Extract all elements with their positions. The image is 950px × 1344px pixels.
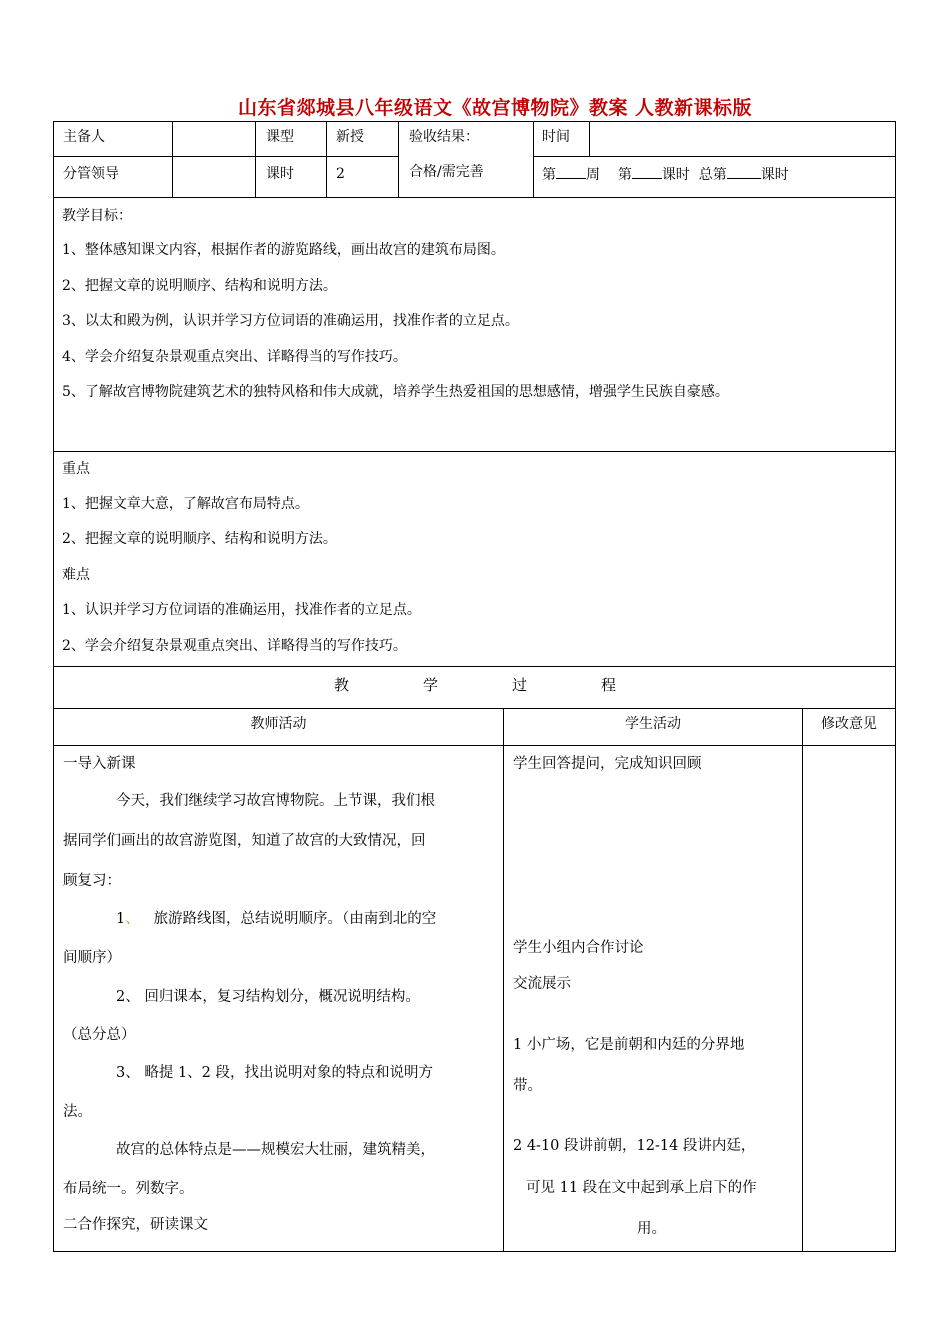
objective-item: 4、学会介绍复杂景观重点突出、详略得当的写作技巧。 bbox=[62, 349, 407, 365]
objective-item: 3、以太和殿为例，认识并学习方位词语的准确运用，找准作者的立足点。 bbox=[62, 313, 519, 329]
process-char: 程 bbox=[601, 676, 617, 694]
lesson-prefix: 第 bbox=[617, 167, 632, 183]
acceptance-value: 合格/需完善 bbox=[409, 164, 484, 180]
periods-value: 2 bbox=[336, 166, 345, 182]
difficult-points-heading: 难点 bbox=[62, 567, 90, 583]
student-line: 用。 bbox=[637, 1221, 666, 1237]
teacher-activity-header: 教师活动 bbox=[250, 716, 307, 732]
student-line: 带。 bbox=[513, 1078, 542, 1094]
process-heading bbox=[54, 674, 896, 695]
student-line: 2 4-10 段讲前朝，12-14 段讲内廷， bbox=[513, 1138, 756, 1154]
item-text: 旅游路线图，总结说明顺序。（由南到北的空 bbox=[153, 911, 437, 927]
lesson-suffix: 课时 bbox=[661, 167, 690, 183]
week-blank bbox=[556, 164, 586, 179]
process-char: 过 bbox=[512, 676, 528, 694]
teacher-line: 3、 略提 1、2 段，找出说明对象的特点和说明方 bbox=[116, 1065, 434, 1081]
process-char: 学 bbox=[422, 676, 438, 694]
lesson-type-label: 课型 bbox=[266, 129, 294, 145]
teacher-line bbox=[116, 907, 436, 928]
student-line: 学生回答提问，完成知识回顾 bbox=[513, 756, 702, 772]
item-separator: 、 bbox=[125, 911, 140, 927]
teacher-line: 顾复习： bbox=[63, 873, 121, 889]
objectives-heading: 教学目标： bbox=[62, 208, 132, 224]
difficult-point-item: 1、认识并学习方位词语的准确运用，找准作者的立足点。 bbox=[62, 602, 421, 618]
teacher-line: 法。 bbox=[63, 1104, 92, 1120]
teacher-line: 据同学们画出的故宫游览图，知道了故宫的大致情况，回 bbox=[63, 833, 426, 849]
total-prefix: 总第 bbox=[698, 167, 727, 183]
teacher-line: 2、 回归课本，复习结构划分，概况说明结构。 bbox=[116, 989, 420, 1005]
difficult-point-item: 2、学会介绍复杂景观重点突出、详略得当的写作技巧。 bbox=[62, 638, 407, 654]
teacher-line: 间顺序） bbox=[63, 950, 121, 966]
item-number: 1 bbox=[116, 911, 126, 927]
teacher-line: 二合作探究，研读课文 bbox=[63, 1217, 208, 1233]
process-char: 教 bbox=[333, 676, 349, 694]
week-suffix: 周 bbox=[586, 167, 600, 183]
teacher-line: 一导入新课 bbox=[63, 756, 136, 772]
acceptance-label: 验收结果： bbox=[409, 129, 479, 145]
teacher-line: （总分总） bbox=[63, 1027, 136, 1043]
key-points-heading: 重点 bbox=[62, 461, 90, 477]
key-point-item: 2、把握文章的说明顺序、结构和说明方法。 bbox=[62, 531, 337, 547]
periods-label: 课时 bbox=[266, 166, 294, 182]
total-suffix: 课时 bbox=[760, 167, 789, 183]
teacher-line: 今天，我们继续学习故宫博物院。上节课，我们根 bbox=[116, 793, 435, 809]
week-prefix: 第 bbox=[542, 167, 556, 183]
student-line: 可见 11 段在文中起到承上启下的作 bbox=[526, 1180, 757, 1196]
schedule-line bbox=[542, 164, 789, 185]
lesson-type-value: 新授 bbox=[336, 129, 364, 145]
key-point-item: 1、把握文章大意，了解故宫布局特点。 bbox=[62, 496, 309, 512]
revision-notes-header: 修改意见 bbox=[821, 716, 877, 732]
preparer-label: 主备人 bbox=[63, 129, 105, 145]
objective-item: 5、了解故宫博物院建筑艺术的独特风格和伟大成就，培养学生热爱祖国的思想感情，增强学生民族自豪感。 bbox=[62, 384, 729, 400]
student-line: 交流展示 bbox=[513, 976, 571, 992]
teacher-line: 布局统一。列数字。 bbox=[63, 1181, 194, 1197]
student-line: 1 小广场，它是前朝和内廷的分界地 bbox=[513, 1037, 745, 1053]
time-label: 时间 bbox=[542, 129, 570, 145]
objective-item: 1、整体感知课文内容，根据作者的游览路线，画出故宫的建筑布局图。 bbox=[62, 242, 505, 258]
lesson-blank bbox=[632, 164, 662, 179]
total-blank bbox=[727, 164, 761, 179]
supervisor-label: 分管领导 bbox=[63, 166, 119, 182]
student-line: 学生小组内合作讨论 bbox=[513, 940, 644, 956]
objective-item: 2、把握文章的说明顺序、结构和说明方法。 bbox=[62, 278, 337, 294]
student-activity-header: 学生活动 bbox=[625, 716, 681, 732]
document-title: 山东省郯城县八年级语文《故宫博物院》教案 人教新课标版 bbox=[237, 97, 753, 119]
teacher-line: 故宫的总体特点是——规模宏大壮丽，建筑精美， bbox=[116, 1142, 435, 1158]
